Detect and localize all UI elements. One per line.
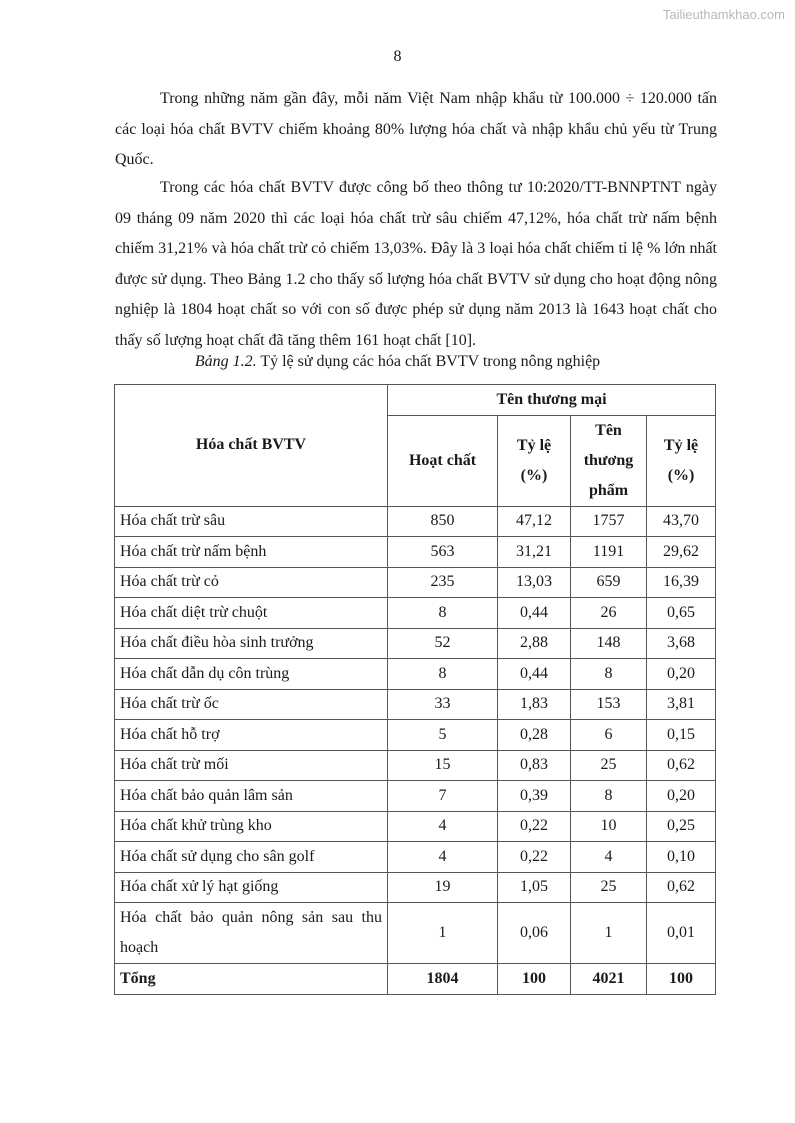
row-active: 19 — [388, 872, 498, 903]
row-trade: 153 — [571, 689, 647, 720]
row-name: Hóa chất bảo quản lâm sản — [115, 781, 388, 812]
table-caption-text: Tỷ lệ sử dụng các hóa chất BVTV trong nông nghiệp — [260, 353, 601, 370]
row-name: Hóa chất dẫn dụ côn trùng — [115, 659, 388, 690]
row-trade: 1757 — [571, 506, 647, 537]
total-ratio-1: 100 — [498, 964, 571, 995]
paragraph-2 — [115, 173, 717, 356]
row-ratio-2: 0,65 — [647, 598, 716, 629]
table-row — [115, 506, 716, 537]
table-row — [115, 750, 716, 781]
table-caption — [0, 353, 795, 371]
row-ratio-2: 0,01 — [647, 903, 716, 964]
row-name: Hóa chất diệt trừ chuột — [115, 598, 388, 629]
table-total-row — [115, 964, 716, 995]
row-active: 850 — [388, 506, 498, 537]
row-name: Hóa chất trừ cỏ — [115, 567, 388, 598]
row-ratio-1: 1,05 — [498, 872, 571, 903]
table-row — [115, 659, 716, 690]
table-row — [115, 720, 716, 751]
header-ratio-1: Tỷ lệ (%) — [498, 415, 571, 506]
row-ratio-1: 0,39 — [498, 781, 571, 812]
row-ratio-1: 0,83 — [498, 750, 571, 781]
table-row — [115, 567, 716, 598]
row-active: 4 — [388, 811, 498, 842]
header-ratio-2: Tỷ lệ (%) — [647, 415, 716, 506]
pesticide-table — [114, 384, 716, 995]
row-trade: 1 — [571, 903, 647, 964]
row-trade: 4 — [571, 842, 647, 873]
table-row — [115, 598, 716, 629]
row-ratio-2: 3,81 — [647, 689, 716, 720]
row-ratio-1: 0,06 — [498, 903, 571, 964]
row-name: Hóa chất trừ mối — [115, 750, 388, 781]
table-row — [115, 872, 716, 903]
row-ratio-2: 43,70 — [647, 506, 716, 537]
total-trade: 4021 — [571, 964, 647, 995]
row-trade: 10 — [571, 811, 647, 842]
header-chemical: Hóa chất BVTV — [115, 385, 388, 507]
paragraph-1 — [115, 84, 717, 176]
row-active: 52 — [388, 628, 498, 659]
table-row — [115, 811, 716, 842]
row-ratio-2: 0,20 — [647, 781, 716, 812]
table-row — [115, 689, 716, 720]
row-ratio-1: 0,44 — [498, 659, 571, 690]
row-ratio-1: 31,21 — [498, 537, 571, 568]
row-name: Hóa chất trừ ốc — [115, 689, 388, 720]
row-ratio-1: 2,88 — [498, 628, 571, 659]
row-trade: 8 — [571, 659, 647, 690]
row-name: Hóa chất sử dụng cho sân golf — [115, 842, 388, 873]
row-name: Hóa chất khử trùng kho — [115, 811, 388, 842]
row-ratio-1: 1,83 — [498, 689, 571, 720]
row-trade: 26 — [571, 598, 647, 629]
row-name: Hóa chất bảo quản nông sản sau thu hoạch — [115, 903, 388, 964]
page-number: 8 — [393, 48, 402, 65]
row-ratio-2: 0,62 — [647, 750, 716, 781]
row-trade: 659 — [571, 567, 647, 598]
row-active: 5 — [388, 720, 498, 751]
row-ratio-1: 0,22 — [498, 842, 571, 873]
row-active: 1 — [388, 903, 498, 964]
row-active: 8 — [388, 659, 498, 690]
row-name: Hóa chất điều hòa sinh trưởng — [115, 628, 388, 659]
row-ratio-2: 0,15 — [647, 720, 716, 751]
row-ratio-2: 3,68 — [647, 628, 716, 659]
row-trade: 8 — [571, 781, 647, 812]
row-name: Hóa chất hỗ trợ — [115, 720, 388, 751]
row-active: 8 — [388, 598, 498, 629]
paragraph-1-text: Trong những năm gần đây, mỗi năm Việt Nam nhập khẩu từ 100.000 ÷ 120.000 tấn các loại hóa chất BVTV chiếm khoảng 80% lượng hóa chất và nhập khẩu chủ yếu từ Trung Quốc. — [115, 90, 717, 168]
row-ratio-2: 0,20 — [647, 659, 716, 690]
total-active: 1804 — [388, 964, 498, 995]
row-ratio-2: 29,62 — [647, 537, 716, 568]
table-row — [115, 781, 716, 812]
row-active: 563 — [388, 537, 498, 568]
row-ratio-1: 0,44 — [498, 598, 571, 629]
row-ratio-2: 0,10 — [647, 842, 716, 873]
row-trade: 1191 — [571, 537, 647, 568]
total-name: Tổng — [115, 964, 388, 995]
table-row — [115, 842, 716, 873]
row-active: 7 — [388, 781, 498, 812]
header-trade-group: Tên thương mại — [388, 385, 716, 416]
row-ratio-2: 0,62 — [647, 872, 716, 903]
row-trade: 25 — [571, 872, 647, 903]
row-trade: 148 — [571, 628, 647, 659]
row-trade: 6 — [571, 720, 647, 751]
total-ratio-2: 100 — [647, 964, 716, 995]
row-active: 33 — [388, 689, 498, 720]
paragraph-2-text: Trong các hóa chất BVTV được công bố theo thông tư 10:2020/TT-BNNPTNT ngày 09 tháng 09 năm 2020 thì các loại hóa chất trừ sâu chiếm 47,12%, hóa chất trừ nấm bệnh chiếm 31,21% và hóa chất trừ cỏ chiếm 13,03%. Đây là 3 loại hóa chất chiếm tỉ lệ % lớn nhất được sử dụng. Theo Bảng 1.2 cho thấy số lượng hóa chất BVTV sử dụng cho hoạt động nông nghiệp là 1804 hoạt chất so với con số được phép sử dụng năm 2013 là 1643 hoạt chất cho thấy số lượng hoạt chất đã tăng thêm 161 hoạt chất [10]. — [115, 179, 717, 349]
row-ratio-1: 13,03 — [498, 567, 571, 598]
row-active: 235 — [388, 567, 498, 598]
row-name: Hóa chất xử lý hạt giống — [115, 872, 388, 903]
row-name: Hóa chất trừ sâu — [115, 506, 388, 537]
header-trade-name: Tên thương phẩm — [571, 415, 647, 506]
watermark: Tailieuthamkhao.com — [662, 7, 785, 22]
table-row — [115, 537, 716, 568]
row-ratio-1: 47,12 — [498, 506, 571, 537]
row-ratio-1: 0,22 — [498, 811, 571, 842]
table-row — [115, 628, 716, 659]
row-ratio-2: 16,39 — [647, 567, 716, 598]
row-name: Hóa chất trừ nấm bệnh — [115, 537, 388, 568]
row-ratio-2: 0,25 — [647, 811, 716, 842]
row-active: 15 — [388, 750, 498, 781]
table-row — [115, 903, 716, 964]
table-caption-label: Bảng 1.2. — [194, 353, 257, 370]
row-trade: 25 — [571, 750, 647, 781]
header-active: Hoạt chất — [388, 415, 498, 506]
row-active: 4 — [388, 842, 498, 873]
row-ratio-1: 0,28 — [498, 720, 571, 751]
